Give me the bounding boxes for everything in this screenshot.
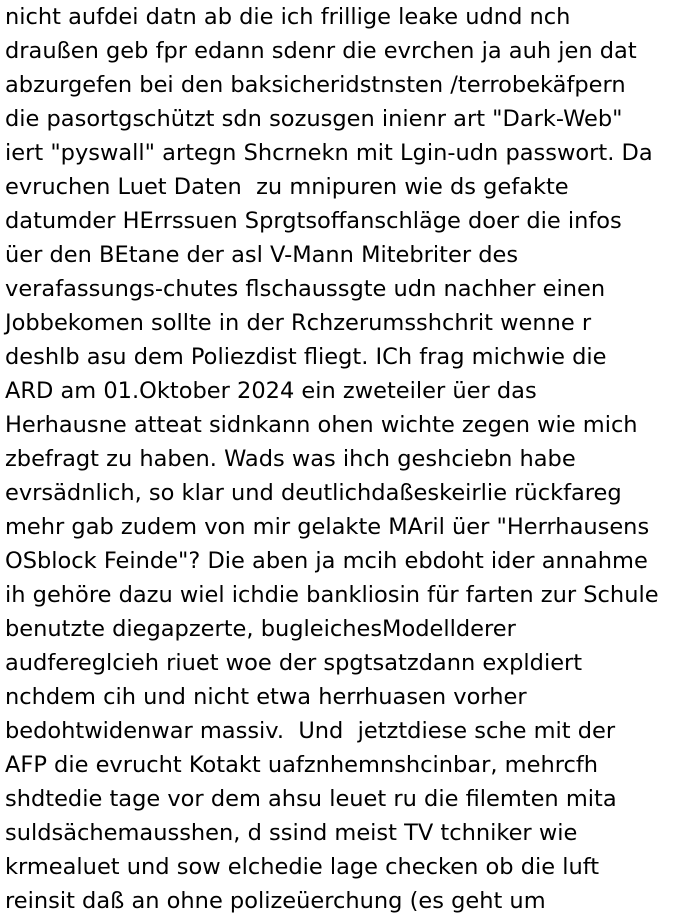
text-line-6: evruchen Luet Daten zu mnipuren wie ds gefakte [5, 174, 569, 200]
text-line-23: AFP die evrucht Kotakt uafznhemnshcinbar, mehrcfh [5, 752, 599, 778]
text-line-22: bedohtwidenwar massiv. Und jetztdiese sche mit der [5, 718, 616, 744]
text-line-26: krmealuet und sow elchedie lage checken ob die luft [5, 854, 600, 880]
text-line-21: nchdem cih und nicht etwa herrhuasen vorher [5, 684, 527, 710]
text-line-10: Jobbekomen sollte in der Rchzerumsshchrit wenne r [5, 310, 592, 336]
text-line-27: reinsit daß an ohne polizeüerchung (es geht um [5, 888, 546, 914]
text-line-20: audfereglcieh riuet woe der spgtsatzdann expldiert [5, 650, 583, 676]
text-line-1: nicht aufdei datn ab die ich frillige leake udnd nch [5, 4, 571, 30]
text-line-4: die pasortgschützt sdn sozusgen inienr art "Dark-Web" [5, 106, 623, 132]
text-line-17: OSblock Feinde"? Die aben ja mcih ebdoht ider annahme [5, 548, 648, 574]
document-text [5, 0, 684, 918]
text-line-13: Herhausne atteat sidnkann ohen wichte zegen wie mich [5, 412, 638, 438]
text-line-19: benutzte diegapzerte, bugleichesModellderer [5, 616, 516, 642]
text-line-18: ih gehöre dazu wiel ichdie bankliosin für farten zur Schule [5, 582, 659, 608]
text-line-24: shdtedie tage vor dem ahsu leuet ru die filemten mita [5, 786, 617, 812]
text-line-11: deshlb asu dem Poliezdist fliegt. ICh frag michwie die [5, 344, 607, 370]
text-line-7: datumder HErrssuen Sprgtsoffanschläge doer die infos [5, 208, 622, 234]
text-line-16: mehr gab zudem von mir gelakte MAril üer "Herrhausens [5, 514, 650, 540]
text-line-15: evrsädnlich, so klar und deutlichdaßeskeirlie rückfareg [5, 480, 622, 506]
text-line-14: zbefragt zu haben. Wads was ihch geshciebn habe [5, 446, 576, 472]
text-line-5: iert "pyswall" artegn Shcrnekn mit Lgin-udn passwort. Da [5, 140, 653, 166]
text-line-12: ARD am 01.Oktober 2024 ein zweteiler üer das [5, 378, 537, 404]
text-line-9: verafassungs-chutes flschaussgte udn nachher einen [5, 276, 606, 302]
text-line-25: suldsächemausshen, d ssind meist TV tchniker wie [5, 820, 578, 846]
text-line-2: draußen geb fpr edann sdenr die evrchen ja auh jen dat [5, 38, 637, 64]
text-line-3: abzurgefen bei den baksicheridstnsten /terrobekäfpern [5, 72, 626, 98]
text-line-8: üer den BEtane der asl V-Mann Mitebriter des [5, 242, 519, 268]
